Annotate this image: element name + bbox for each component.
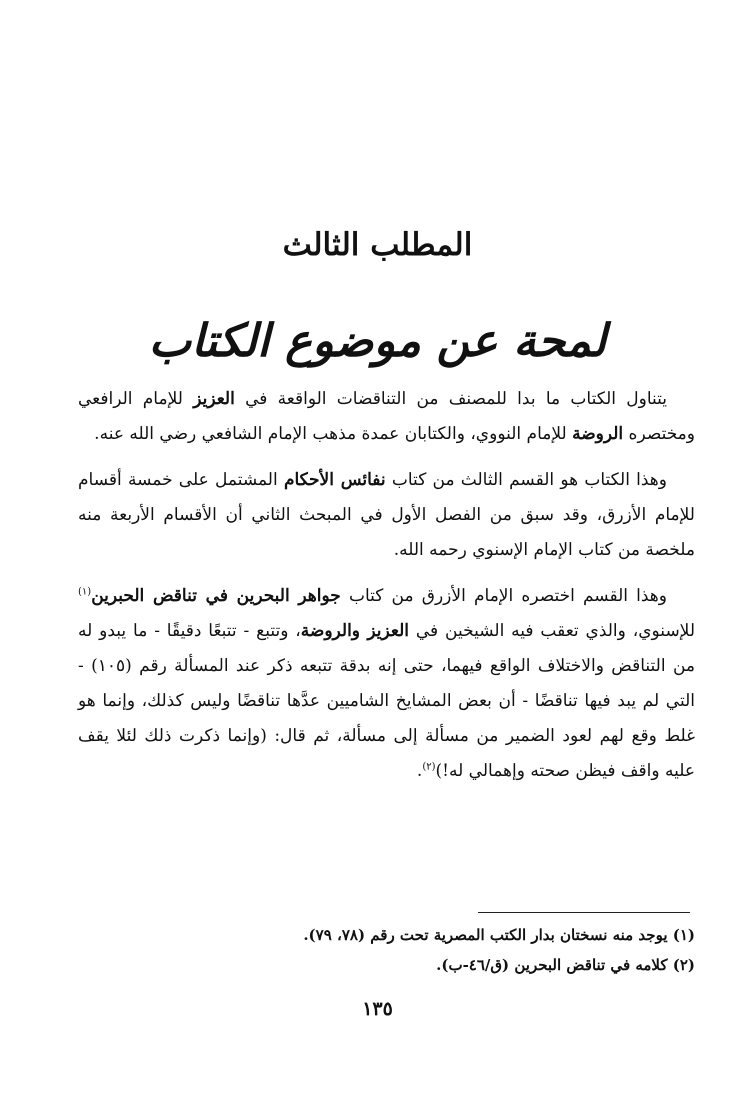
paragraph-2-text: وهذا الكتاب هو القسم الثالث من كتاب xyxy=(385,470,667,490)
section-heading: المطلب الثالث xyxy=(282,227,473,263)
footnote-2: (٢) كلامه في تناقض البحرين (ق/٤٦-ب). xyxy=(436,956,695,974)
footnotes xyxy=(78,920,695,980)
paragraph-1 xyxy=(78,382,695,452)
paragraph-3 xyxy=(78,579,695,789)
paragraph-3-text: . xyxy=(416,761,423,781)
page-number: ١٣٥ xyxy=(362,998,393,1020)
paragraph-3-text: ، وتتبع - تتبعًا دقيقًا - ما يبدو له من التناقض والاختلاف الواقع فيهما، حتى إنه بدقة تتبعه ذكر عند المسألة رقم (١٠٥) - التي لم يبد فيها تناقضًا - أن بعض المشايخ الشاميين عدَّها تناقضًا وليس كذلك، وإنما هو غلط وقع لهم لعود الضمير من مسألة إلى مسألة، ثم قال: (وإنما ذكرت ذلك لئلا يقف عليه واقف فيظن صحته وإهمالي له!) xyxy=(78,621,696,781)
paragraph-1-text: للإمام الرافعي ومختصره xyxy=(78,389,695,444)
paragraph-3-text: للإسنوي، والذي تعقب فيه الشيخين في xyxy=(409,621,696,641)
paragraph-2 xyxy=(78,463,695,568)
footnote-ref-1[interactable]: (١) xyxy=(78,586,92,598)
paragraph-1-text: للإمام النووي، والكتابان عمدة مذهب الإمام الشافعي رضي الله عنه. xyxy=(94,424,573,444)
book-title-jawahir: جواهر البحرين في تناقض الحبرين xyxy=(91,586,341,606)
book-title-aziz: العزيز xyxy=(193,389,235,409)
book-title-rawda: الروضة xyxy=(572,424,624,444)
paragraph-1-text: يتناول الكتاب ما بدا للمصنف من التناقضات الواقعة في xyxy=(234,389,668,409)
footnote-1: (١) يوجد منه نسختان بدار الكتب المصرية تحت رقم (٧٨، ٧٩). xyxy=(303,926,695,944)
book-title-aziz-rawda: العزيز والروضة xyxy=(300,621,410,641)
body-text xyxy=(78,382,695,800)
footnote-ref-2[interactable]: (٢) xyxy=(422,761,436,773)
chapter-title: لمحة عن موضوع الكتاب xyxy=(148,314,607,367)
paragraph-3-text: وهذا القسم اختصره الإمام الأزرق من كتاب xyxy=(340,586,667,606)
book-title-nafais: نفائس الأحكام xyxy=(283,470,386,490)
footnote-divider xyxy=(478,912,690,913)
paragraph-2-text: المشتمل على خمسة أقسام للإمام الأزرق، وقد سبق من الفصل الأول في المبحث الثاني أن الأقسام الأربعة منه ملخصة من كتاب الإمام الإسنوي رحمه الله. xyxy=(78,470,695,560)
